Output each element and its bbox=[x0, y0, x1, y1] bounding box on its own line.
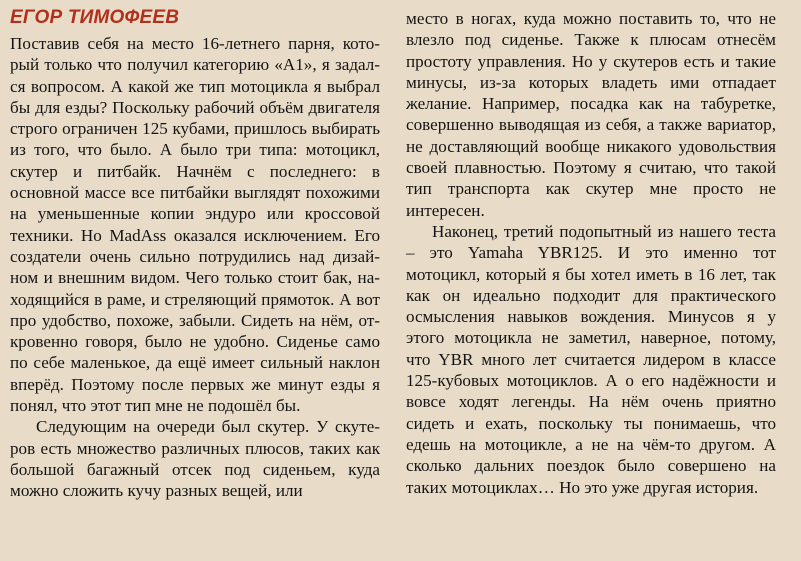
paragraph-right-2: Наконец, третий подопытный из нашего теста – это Yamaha YBR125. И это именно тот мотоцикл, который я бы хотел иметь в 16 лет, так как он идеально подходит для практического осмысления навыков вождения. Минусов я у этого мотоцикла не заметил, наверное, потому, что YBR много лет считается лидером в классе 125-кубовых мотоциклов. А о его надёжности и вовсе ходят легенды. На нём очень приятно сидеть и ехать, поскольку ты понимаешь, что едешь на мотоцикле, а не на чём-то другом. А сколько дальних поездок было совершено на таких мотоциклах… Но это уже другая история. bbox=[406, 221, 776, 497]
paragraph-left-2: Следующим на очереди был скутер. У скутеров есть множество различных плюсов, таких как большой багажный отсек под сиденьем, куда можно сложить кучу разных вещей, или bbox=[10, 417, 380, 501]
column-left bbox=[10, 8, 380, 555]
author-byline: ЕГОР ТИМОФЕЕВ bbox=[10, 7, 180, 28]
paragraph-left-1: Поставив себя на место 16-летнего парня, который только что получил категорию «А1», я задался вопросом. А какой же тип мотоцикла я выбрал бы для езды? Поскольку рабочий объём двигателя строго ограничен 125 кубами, пришлось выбирать из того, что было. А было три типа: мотоцикл, скутер и питбайк. Начнём с последнего: в основной массе все питбайки выглядят похожими на уменьшенные копии эндуро или кроссовой техники. Но MadAss оказался исключением. Его создатели очень сильно потрудились над дизайном и внешним видом. Чего только стоит бак, находящийся в раме, и стреляющий прямоток. А вот про удобство, похоже, забыли. Сидеть на нём, откровенно говоря, было не удобно. Сиденье само по себе маленькое, да ещё имеет сильный наклон вперёд. Поэтому после первых же минут езды я понял, что этот тип мне не подошёл бы. bbox=[10, 33, 380, 415]
column-right bbox=[406, 8, 776, 555]
paragraph-right-1: место в ногах, куда можно поставить то, что не влезло под сиденье. Также к плюсам отнесём простоту управления. Но у скутеров есть и такие минусы, из-за которых владеть ими отпадает желание. Например, посадка как на табуретке, совершенно выводящая из себя, а также вариатор, не доставляющий вообще никакого удовольствия своей плавностью. Поэтому я считаю, что такой тип транспорта как скутер мне просто не интересен. bbox=[406, 9, 776, 220]
article-columns bbox=[10, 8, 791, 555]
